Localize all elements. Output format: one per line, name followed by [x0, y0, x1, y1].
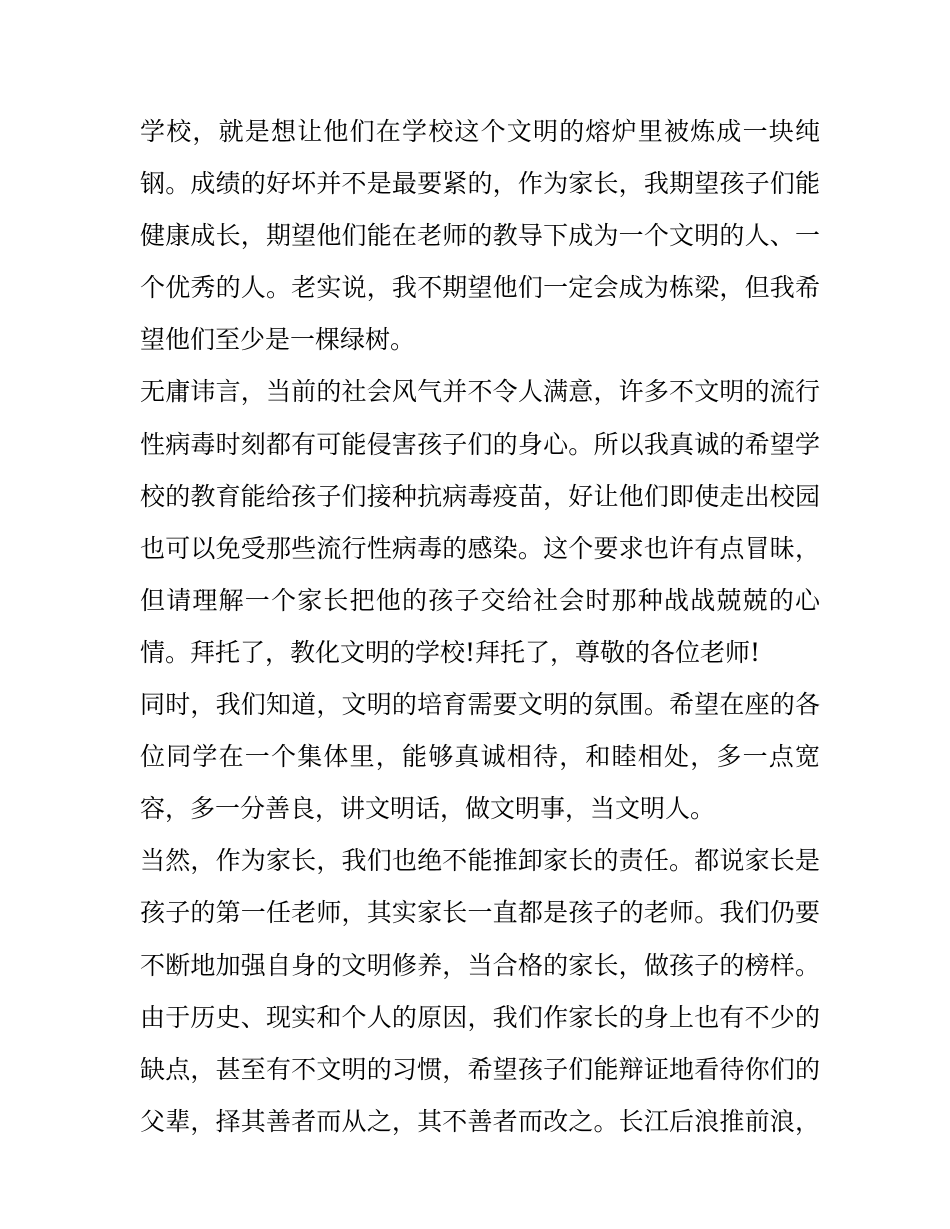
text-line: 父辈，择其善者而从之，其不善者而改之。长江后浪推前浪， — [140, 1106, 820, 1136]
text-line: 钢。成绩的好坏并不是最要紧的，作为家长，我期望孩子们能 — [140, 169, 820, 199]
text-line: 个优秀的人。老实说，我不期望他们一定会成为栋梁，但我希 — [140, 273, 820, 303]
text-line: 学校，就是想让他们在学校这个文明的熔炉里被炼成一块纯 — [140, 117, 820, 146]
text-line: 性病毒时刻都有可能侵害孩子们的身心。所以我真诚的希望学 — [140, 429, 820, 459]
text-line: 不断地加强自身的文明修养，当合格的家长，做孩子的榜样。 — [140, 950, 820, 980]
text-line: 孩子的第一任老师，其实家长一直都是孩子的老师。我们仍要 — [140, 898, 820, 928]
text-line: 由于历史、现实和个人的原因，我们作家长的身上也有不少的 — [140, 1002, 820, 1032]
text-line: 校的教育能给孩子们接种抗病毒疫苗，好让他们即使走出校园 — [140, 481, 820, 511]
text-line: 当然，作为家长，我们也绝不能推卸家长的责任。都说家长是 — [140, 846, 820, 876]
text-line: 望他们至少是一棵绿树。 — [140, 325, 416, 355]
body-text — [140, 106, 820, 1148]
text-line: 位同学在一个集体里，能够真诚相待，和睦相处，多一点宽 — [140, 742, 820, 772]
text-line: 无庸讳言，当前的社会风气并不令人满意，许多不文明的流行 — [140, 377, 820, 407]
text-line: 缺点，甚至有不文明的习惯，希望孩子们能辩证地看待你们的 — [140, 1054, 820, 1084]
text-line: 也可以免受那些流行性病毒的感染。这个要求也许有点冒昧， — [140, 533, 820, 563]
text-line: 同时，我们知道，文明的培育需要文明的氛围。希望在座的各 — [140, 690, 820, 720]
text-line: 容，多一分善良，讲文明话，做文明事，当文明人。 — [140, 794, 716, 824]
text-line: 健康成长，期望他们能在老师的教导下成为一个文明的人、一 — [140, 221, 820, 251]
text-line: 但请理解一个家长把他的孩子交给社会时那种战战兢兢的心 — [140, 585, 820, 615]
text-line: 情。拜托了，教化文明的学校!拜托了，尊敬的各位老师! — [140, 637, 761, 667]
